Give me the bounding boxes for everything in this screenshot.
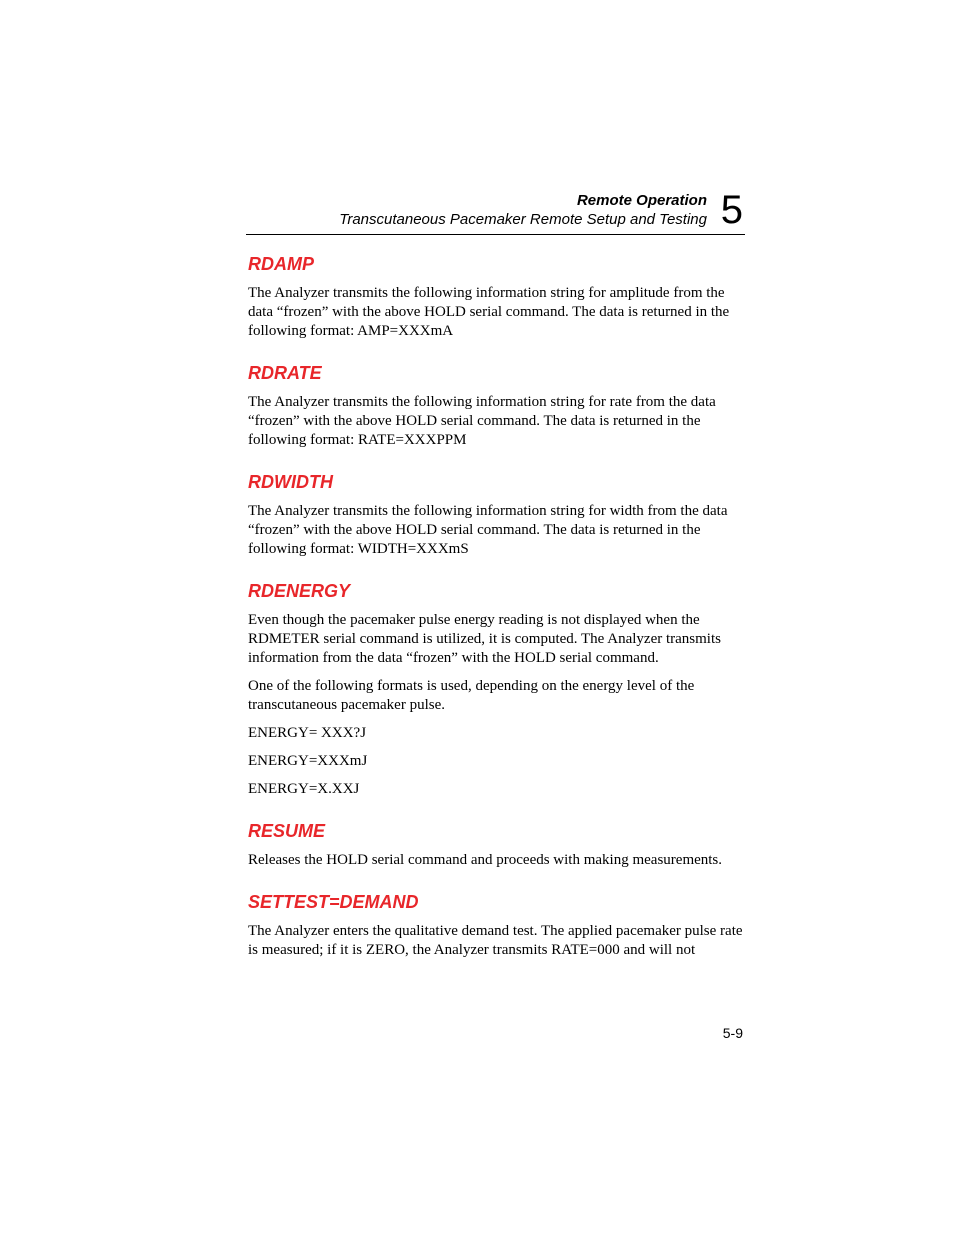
- page-number: 5-9: [722, 1025, 743, 1041]
- section-paragraph: Releases the HOLD serial command and proceeds with making measurements.: [248, 852, 723, 868]
- main-content: [248, 252, 744, 980]
- section-rdrate: [248, 361, 744, 450]
- section-paragraph: Even though the pacemaker pulse energy reading is not displayed when the RDMETER serial command is utilized, it is computed. The Analyzer transmits information from the data “frozen” with the HOLD serial command.: [248, 612, 721, 666]
- section-rdamp: [248, 252, 744, 341]
- header-divider: [246, 234, 745, 235]
- chapter-number: 5: [720, 188, 743, 232]
- section-heading: RESUME: [248, 821, 326, 841]
- section-heading: SETTEST=DEMAND: [248, 892, 419, 912]
- format-line: ENERGY= XXX?J: [248, 725, 367, 741]
- section-heading: RDWIDTH: [248, 472, 333, 492]
- header-subtitle: Transcutaneous Pacemaker Remote Setup and Testing: [339, 211, 707, 228]
- section-rdwidth: [248, 470, 744, 559]
- section-paragraph: The Analyzer transmits the following information string for amplitude from the data “frozen” with the above HOLD serial command. The data is returned in the following format: AMP=XXXmA: [248, 285, 730, 339]
- header-title: Remote Operation: [576, 192, 707, 209]
- format-line: ENERGY=X.XXJ: [248, 781, 360, 797]
- section-rdenergy: [248, 579, 744, 799]
- page-header: [246, 188, 745, 236]
- section-resume: [248, 819, 744, 870]
- section-heading: RDRATE: [248, 363, 322, 383]
- section-paragraph: The Analyzer enters the qualitative demand test. The applied pacemaker pulse rate is measured; if it is ZERO, the Analyzer transmits RATE=000 and will not: [248, 923, 743, 958]
- section-paragraph: The Analyzer transmits the following information string for width from the data “frozen” with the above HOLD serial command. The data is returned in the following format: WIDTH=XXXmS: [248, 503, 728, 557]
- format-line: ENERGY=XXXmJ: [248, 753, 368, 769]
- section-heading: RDENERGY: [248, 581, 351, 601]
- section-settest-demand: [248, 890, 744, 960]
- section-paragraph: One of the following formats is used, depending on the energy level of the transcutaneous pacemaker pulse.: [248, 678, 695, 713]
- header-text-block: [339, 192, 707, 229]
- section-heading: RDAMP: [248, 254, 314, 274]
- section-paragraph: The Analyzer transmits the following information string for rate from the data “frozen” with the above HOLD serial command. The data is returned in the following format: RATE=XXXPPM: [248, 394, 716, 448]
